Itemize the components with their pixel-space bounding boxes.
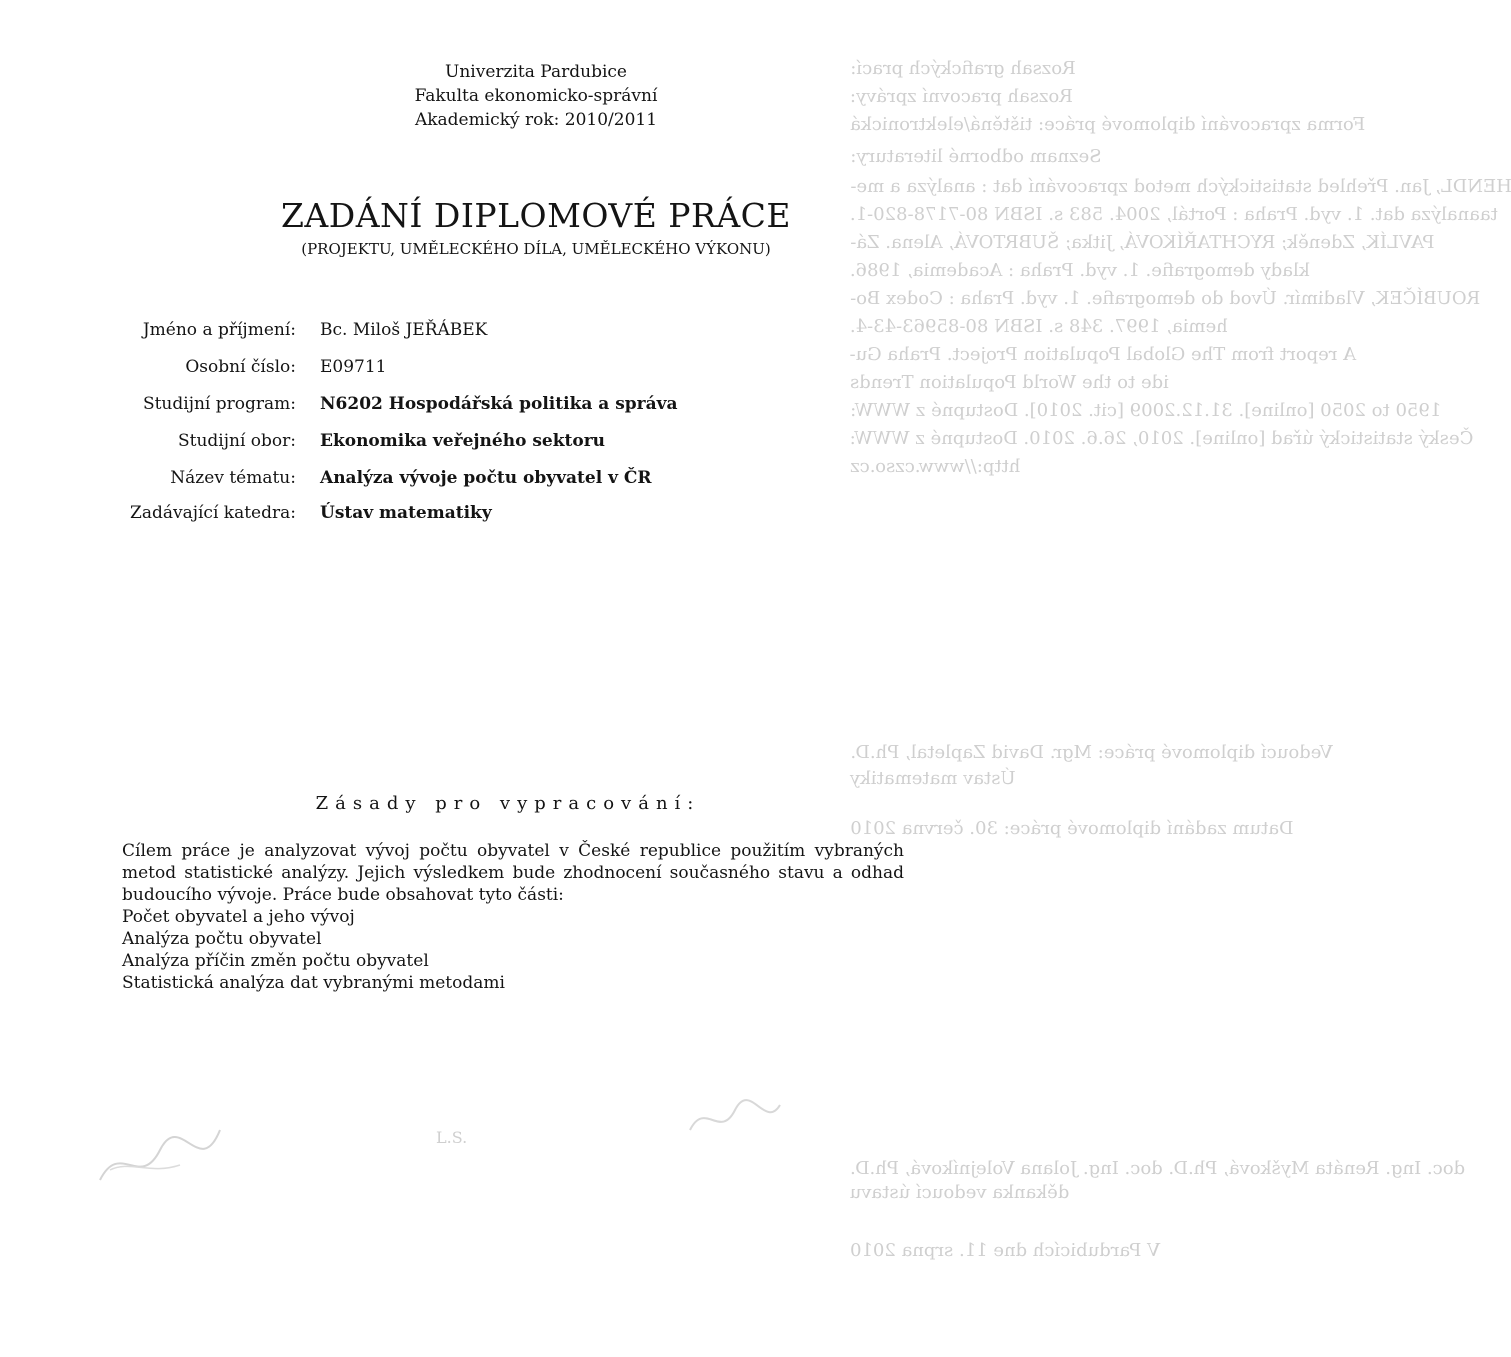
field-label-study-program: Studijní program: [142, 394, 296, 414]
document-subtitle: (PROJEKTU, UMĚLECKÉHO DÍLA, UMĚLECKÉHO VÝKONU) [301, 240, 771, 258]
list-item: Statistická analýza dat vybranými metodami [122, 973, 505, 993]
principles-heading: Zásady pro vypracování: [315, 793, 701, 814]
list-item: Počet obyvatel a jeho vývoj [122, 907, 355, 927]
field-value-study-program: N6202 Hospodářská politika a správa [320, 394, 678, 414]
stamp-mark: L.S. [436, 1128, 468, 1147]
signature-right [680, 1090, 790, 1150]
list-item: Analýza příčin změn počtu obyvatel [122, 951, 429, 971]
list-item: Analýza počtu obyvatel [122, 929, 322, 949]
field-value-study-field: Ekonomika veřejného sektoru [320, 431, 606, 451]
academic-year: Akademický rok: 2010/2011 [414, 110, 658, 130]
field-value-personal-number: E09711 [320, 357, 387, 377]
field-label-topic: Název tématu: [170, 468, 296, 488]
bleed-through-layer: Rozsah grafických prací: Rozsah pracovní zprávy: Forma zpracování diplomové práce: tištěná/elektronická Seznam odborné literatury: HENDL, Jan. Přehled statistických metod zpracování dat : analýza a me- taanalýza dat. 1. vyd. Praha : Portál, 2004. 583 s. ISBN 80-7178-820-1. PAVLÍK, Zdeněk; RYCHTAŘÍKOVÁ, Jitka; ŠUBRTOVÁ, Alena. Zá- klady demografie. 1. vyd. Praha : Academia, 1986. ROUBÍČEK, Vladimír. Úvod do demografie. 1. vyd. Praha : Codex Bo- hemia, 1997. 348 s. ISBN 80-85963-43-4. A report from The Global Population Project. Praha Gu- ide to the World Population Trends 1950 to 2050 [online]. 31.12.2009 [cit. 2010]. Dostupné z WWW: Český statistický úřad [online]. 2010, 26.6. 2010. Dostupné z WWW: http://www.czso.cz Vedoucí diplomové práce: Mgr. David Zapletal, Ph.D. Ústav matematiky Datum zadání diplomové práce: 30. června 2010 doc. Ing. Renáta Myšková, Ph.D. doc. Ing. Jolana Volejníková, Ph.D. děkanka vedoucí ústavu V Pardubicích dne 11. srpna 2010 [850, 58, 1511, 1261]
faculty-name: Fakulta ekonomicko-správní [414, 86, 658, 106]
field-label-name: Jméno a příjmení: [142, 320, 296, 340]
field-label-personal-number: Osobní číslo: [185, 357, 296, 377]
university-name: Univerzita Pardubice [445, 62, 627, 82]
field-label-study-field: Studijní obor: [177, 431, 296, 451]
principles-list [122, 906, 505, 994]
field-value-name: Bc. Miloš JEŘÁBEK [320, 320, 488, 340]
signature-left [90, 1120, 230, 1200]
field-label-department: Zadávající katedra: [130, 503, 296, 523]
field-value-department: Ústav matematiky [320, 503, 492, 523]
field-value-topic: Analýza vývoje počtu obyvatel v ČR [320, 468, 652, 488]
document-title: ZADÁNÍ DIPLOMOVÉ PRÁCE [280, 196, 791, 235]
principles-text: Cílem práce je analyzovat vývoj počtu obyvatel v České republice použitím vybraných metod statistické analýzy. Jejich výsledkem bude zhodnocení současného stavu a odhad budoucího vývoje. Práce bude obsahovat tyto části: [122, 841, 904, 905]
